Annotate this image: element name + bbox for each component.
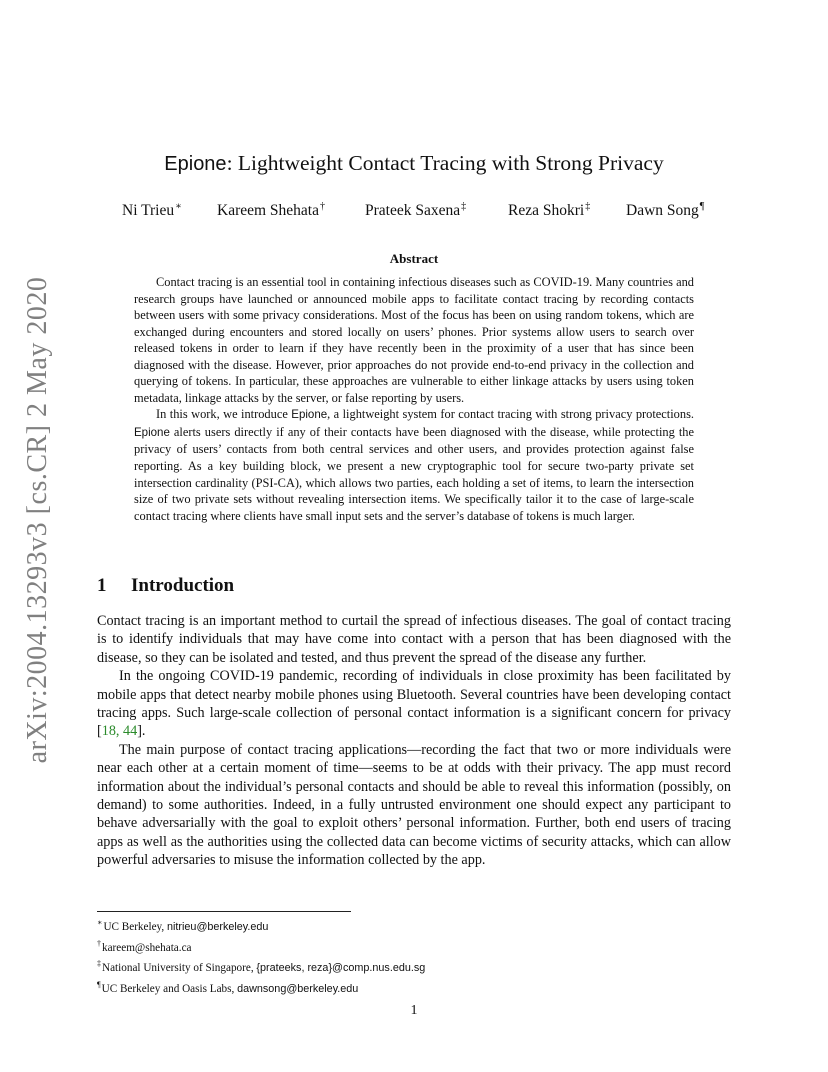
section-heading [97,574,234,598]
footnote-mark: ∗ [97,918,103,927]
abstract-body [134,274,694,524]
author-affiliation-mark: ∗ [175,201,182,212]
author-name: Ni Trieu [122,202,175,219]
title-rest: : Lightweight Contact Tracing with Strong Privacy [226,151,664,175]
abstract-paragraph [134,406,694,524]
footnote-email: dawnsong@berkeley.edu [237,982,359,995]
body-text: ]. [137,723,146,740]
author-affiliation-mark: ‡ [585,201,591,212]
author [122,196,182,222]
page-number: 1 [410,1003,418,1018]
citation-link[interactable]: 18, 44 [101,723,138,740]
author-list [122,196,722,220]
author-name: Kareem Shehata [217,202,319,219]
footnote-email: kareem@shehata.ca [102,941,192,954]
footnote-email: nitrieu@berkeley.edu [167,921,269,933]
author [365,196,466,222]
abstract-paragraph: Contact tracing is an essential tool in containing infectious diseases such as COVID-19. Many countries and research groups have launched or announced mobile apps to facilitate contact tracing by recording contacts between users with some privacy considerations. Most of the focus has been on using random tokens, which are exchanged during encounters and stored locally on users’ phones. Prior systems allow users to search over released tokens in order to learn if they have recently been in the proximity of a user that has since been diagnosed with the disease. However, prior approaches do not provide end-to-end privacy in the collection and querying of tokens. In particular, these approaches are vulnerable to either linkage attacks by users using token metadata, linkage attacks by the server, or false reporting by users. [134,275,694,405]
author-affiliation-mark: ‡ [461,201,467,212]
abstract-text: alerts users directly if any of their contacts have been diagnosed with the disease, while protecting the privacy of users’ contacts from both central services and other users, and provides protection against false reporting. As a key building block, we present a new cryptographic tool for secure two-party private set intersection cardinality (PSI-CA), which allows two parties, each holding a set of items, to learn the intersection size of two private sets without revealing intersection items. We specifically tailor it to the case of large-scale contact tracing where clients have small input sets and the server’s database of tokens is much larger. [134,424,694,523]
abstract-text: In this work, we introduce [156,407,292,422]
title-system-name: Epione [164,153,227,175]
footnote-rule [97,911,351,912]
author [626,196,704,222]
footnote-email: {prateeks, reza}@comp.nus.edu.sg [256,962,426,975]
body-paragraph [97,667,731,741]
author-name: Prateek Saxena [365,202,461,219]
footnote-mark: ‡ [97,959,101,969]
author-name: Reza Shokri [508,202,585,219]
author-affiliation-mark: † [320,201,325,212]
section-number: 1 [97,575,107,596]
footnote [97,956,697,977]
footnote [97,977,697,998]
footnote-mark: † [97,938,101,948]
introduction-body [97,612,731,870]
footnote-text: National University of Singapore, [102,962,257,975]
body-paragraph: Contact tracing is an important method to curtail the spread of infectious diseases. The goal of contact tracing is to identify individuals that may have come into contact with a person that has been diagnosed with the disease, so they can be isolated and tested, and thus prevent the spread of the disease any further. [97,613,731,666]
footnote-text: UC Berkeley, [103,921,168,933]
author-name: Dawn Song [626,202,699,219]
section-title: Introduction [131,575,235,596]
footnote [97,936,697,957]
body-text: In the ongoing COVID-19 pandemic, recording of individuals in close proximity has been facilitated by mobile apps that detect nearby mobile phones using Bluetooth. Several countries have been developing contact tracing apps. Such large-scale collection of personal contact information is a significant concern for privacy [ [97,668,731,740]
footnote-mark: ¶ [97,979,101,989]
author-affiliation-mark: ¶ [699,201,705,212]
abstract-text: , a lightweight system for contact tracing with strong privacy protections. [327,407,694,422]
footnote [97,915,697,936]
author [217,196,325,222]
abstract-heading: Abstract [389,251,439,266]
body-paragraph: The main purpose of contact tracing applications—recording the fact that two or more individuals were near each other at a certain moment of time—seems to be at odds with their privacy. The app must record information about the individual’s personal contacts and should be able to reveal this information (possibly, on demand) to some authorities. Indeed, in a fully untrusted environment one should expect any participant to behave adversarially with the goal to exploit others’ personal information. Further, both end users of tracing apps as well as the authorities using the collected data can become victims of security attacks, which can allow powerful adversaries to misuse the information collected by the app. [97,741,731,869]
system-name: Epione [134,426,170,439]
footnote-text: UC Berkeley and Oasis Labs, [101,982,238,995]
author [508,196,590,222]
paper-title [0,148,828,179]
footnotes [97,915,697,997]
arxiv-identifier: arXiv:2004.13293v3 [cs.CR] 2 May 2020 [22,276,53,764]
system-name: Epione [291,409,328,422]
